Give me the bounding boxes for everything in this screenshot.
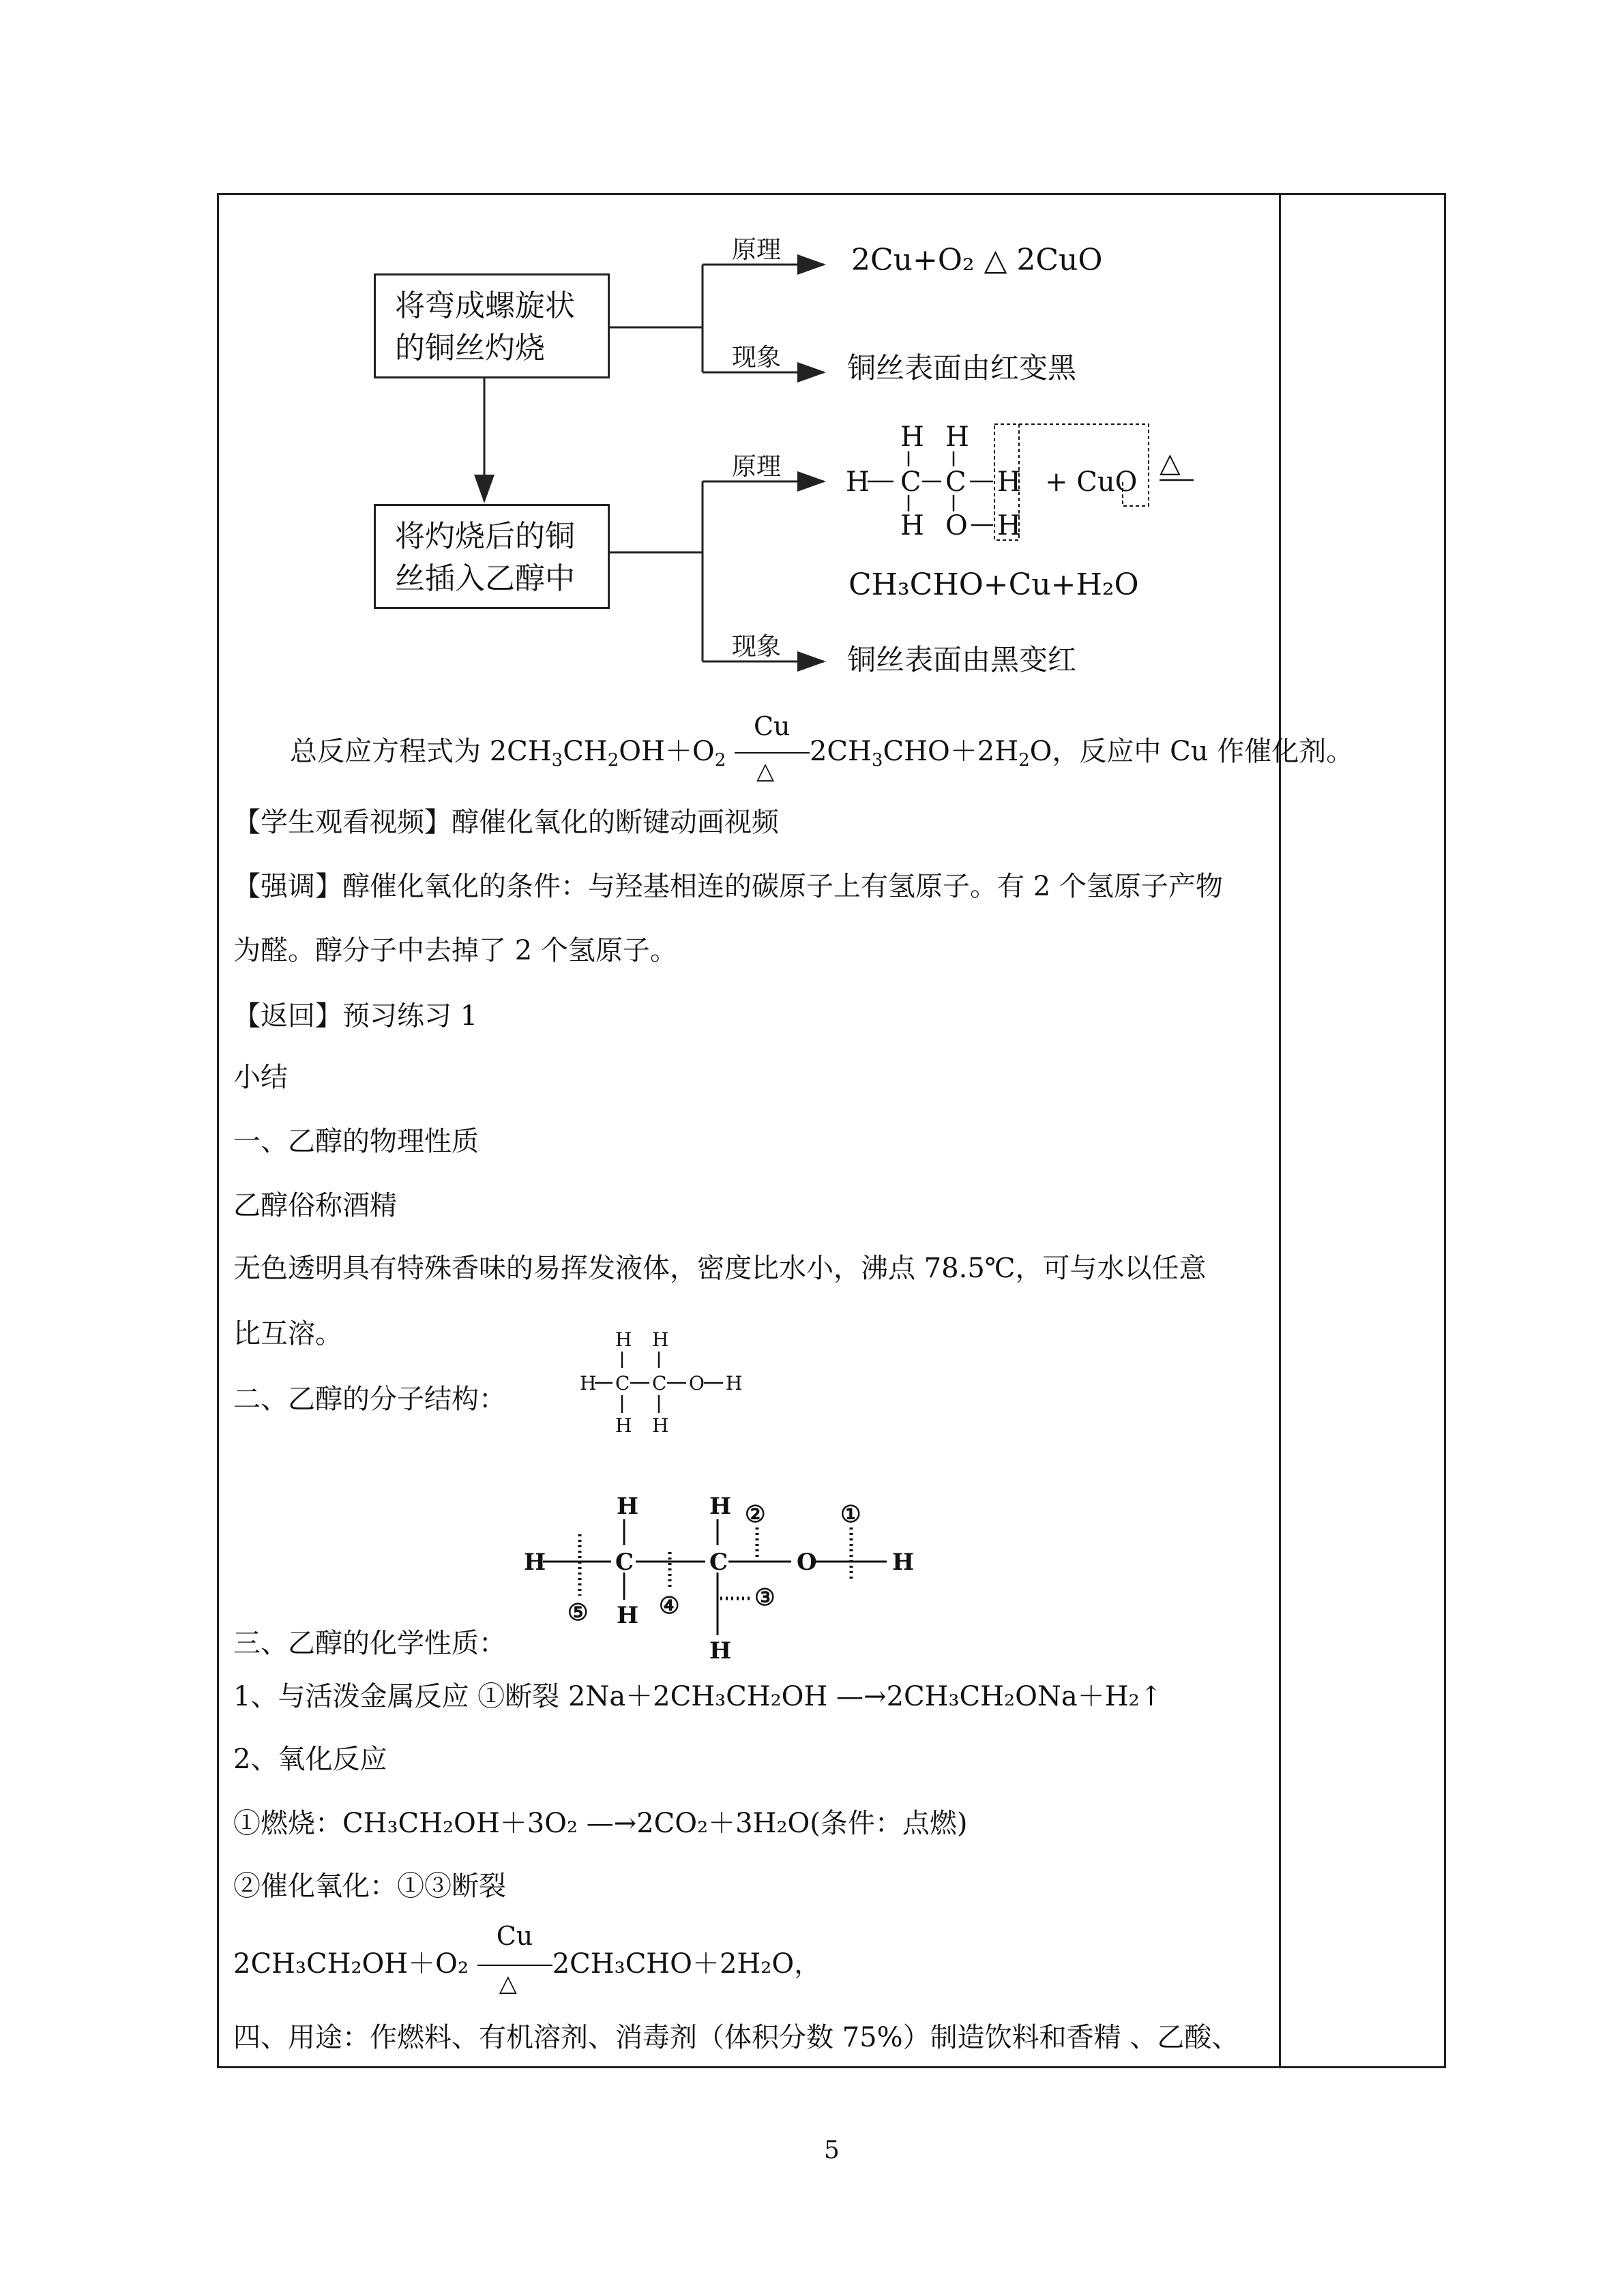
svg-text:H: H [524, 1549, 546, 1576]
summary-heading: 小结 [233, 1062, 288, 1093]
section-physical: 一、乙醇的物理性质 [233, 1126, 479, 1157]
physical-properties-1: 无色透明具有特殊香味的易挥发液体，密度比水小，沸点 78.5℃，可与水以任意 [233, 1253, 1207, 1284]
phenomenon-label-1: 现象 [732, 344, 782, 372]
reaction-combustion: ①燃烧：CH₃CH₂OH＋3O₂ —→2CO₂＋3H₂O(条件：点燃) [233, 1808, 968, 1839]
svg-text:H: H [709, 1493, 732, 1520]
svg-text:C: C [709, 1549, 728, 1576]
svg-text:H: H [615, 1414, 632, 1437]
catalyst-arrow: Cu △ [477, 1950, 552, 1982]
svg-text:H: H [617, 1493, 639, 1520]
phenomenon-red-to-black: 铜丝表面由红变黑 [847, 351, 1077, 385]
svg-text:H: H [726, 1372, 743, 1395]
principle-label-2: 原理 [732, 453, 782, 481]
svg-text:O: O [689, 1372, 705, 1395]
reaction-metal: 1、与活泼金属反应 ①断裂 2Na＋2CH₃CH₂OH —→2CH₃CH₂ONa＋H₂↑ [233, 1681, 1163, 1712]
equation-products: CH₃CHO+Cu+H₂O [848, 567, 1139, 602]
svg-text:C: C [615, 1372, 630, 1395]
atom-c: C [945, 466, 966, 498]
svg-text:H: H [652, 1414, 669, 1437]
catalyst-arrow: Cu △ [735, 737, 810, 770]
ethanol-structure-small [573, 1323, 750, 1446]
section-structure: 二、乙醇的分子结构： [233, 1384, 506, 1415]
svg-text:H: H [615, 1328, 632, 1351]
atom-h: H [846, 466, 870, 498]
svg-text:H: H [652, 1328, 669, 1351]
bond-label-1: ① [840, 1501, 861, 1528]
return-line: 【返回】预习练习 1 [233, 1000, 478, 1032]
emphasis-line-2: 为醛。醇分子中去掉了 2 个氢原子。 [233, 935, 677, 966]
ethanol-bond-break-structure [518, 1487, 928, 1664]
physical-properties-2: 比互溶。 [233, 1318, 342, 1350]
video-line: 【学生观看视频】醇催化氧化的断键动画视频 [233, 807, 779, 838]
svg-text:H: H [617, 1602, 639, 1629]
section-oxidation: 2、氧化反应 [233, 1744, 387, 1775]
bond-label-4: ④ [659, 1592, 680, 1620]
total-equation: 总反应方程式为 $2CH_3CH_2OH+O_2$ Cu △ $2CH_3CHO+2H_2O$，反应中 Cu 作催化剂。 [290, 711, 1354, 785]
reaction-catalytic-equation: 2CH₃CH₂OH＋O₂ Cu △ 2CH₃CHO＋2H₂O， [233, 1921, 822, 1997]
section-chemical: 三、乙醇的化学性质： [233, 1628, 506, 1659]
flow-box-heat-copper: 将弯成螺旋状 的铜丝灼烧 [374, 273, 610, 378]
reagent-cuo: + CuO [1045, 466, 1138, 498]
reaction-catalytic-label: ②催化氧化：①③断裂 [233, 1870, 506, 1902]
svg-text:C: C [615, 1549, 634, 1576]
bond-label-2: ② [745, 1501, 766, 1528]
bond-label-5: ⑤ [567, 1599, 589, 1626]
section-uses: 四、用途：作燃料、有机溶剂、消毒剂（体积分数 75%）制造饮料和香精 、乙酸、 [233, 2022, 1239, 2053]
phenomenon-black-to-red: 铜丝表面由黑变红 [847, 643, 1077, 676]
atom-c: C [900, 466, 921, 498]
bond-label-3: ③ [754, 1584, 776, 1611]
svg-text:O: O [797, 1549, 817, 1576]
flow-box-insert-ethanol: 将灼烧后的铜 丝插入乙醇中 [374, 504, 610, 609]
atom-h: H [945, 421, 969, 453]
equation-cu-oxidation: 2Cu+O₂ △ 2CuO [851, 243, 1103, 278]
svg-text:C: C [652, 1372, 667, 1395]
phenomenon-label-2: 现象 [732, 633, 782, 661]
atom-h: H [900, 421, 924, 453]
svg-text:H: H [892, 1549, 915, 1576]
ethanol-cuo-reaction-structure [839, 417, 1194, 547]
alcohol-common-name: 乙醇俗称酒精 [233, 1190, 397, 1221]
emphasis-line-1: 【强调】醇催化氧化的条件：与羟基相连的碳原子上有氢原子。有 2 个氢原子产物 [233, 871, 1223, 902]
principle-label-1: 原理 [732, 236, 782, 264]
atom-h: H [900, 510, 924, 541]
page-number: 5 [824, 2136, 840, 2164]
heat-symbol: △ [1160, 447, 1181, 479]
svg-text:H: H [709, 1637, 732, 1664]
atom-h: H [997, 466, 1021, 498]
svg-text:H: H [580, 1372, 597, 1395]
atom-h: H [997, 510, 1021, 541]
atom-o: O [945, 510, 968, 541]
